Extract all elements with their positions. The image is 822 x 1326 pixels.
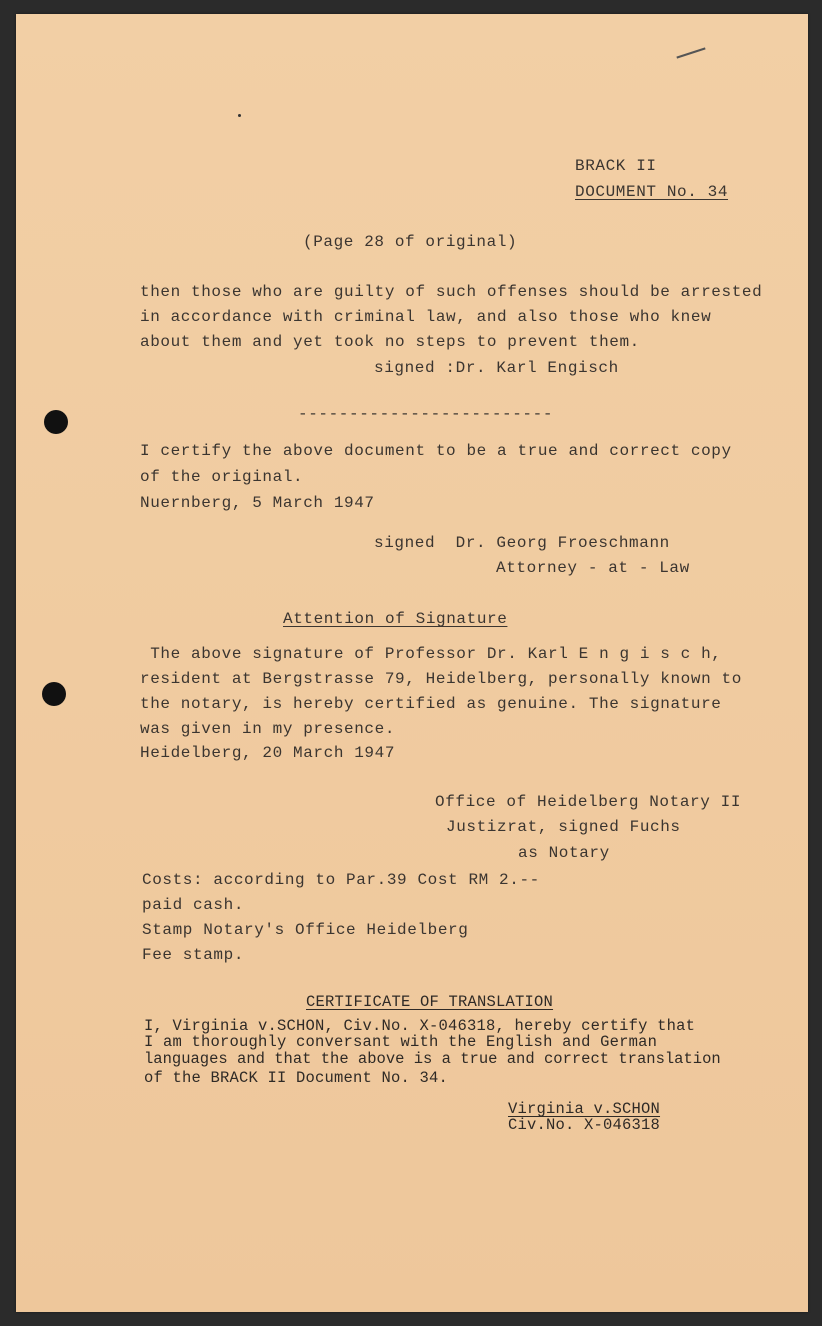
costs-line: Fee stamp. — [142, 946, 245, 964]
costs-line: paid cash. — [142, 896, 245, 914]
translation-line: I am thoroughly conversant with the English and German — [144, 1033, 658, 1051]
speck — [238, 114, 241, 117]
translation-line: languages and that the above is a true and correct translation — [144, 1050, 721, 1068]
translator-name: Virginia v.SCHON — [508, 1100, 661, 1118]
attention-line: The above signature of Professor Dr. Karl E n g i s c h, — [140, 645, 722, 663]
certify-line: I certify the above document to be a true and correct copy — [140, 442, 732, 460]
notary-role: as Notary — [518, 844, 610, 862]
attorney-title: Attorney - at - Law — [496, 559, 690, 577]
translator-civ-number: Civ.No. X-046318 — [508, 1116, 661, 1134]
costs-line: Stamp Notary's Office Heidelberg — [142, 921, 469, 939]
doc-number: DOCUMENT No. 34 — [575, 183, 729, 201]
translation-line: I, Virginia v.SCHON, Civ.No. X-046318, hereby certify that — [144, 1017, 696, 1035]
attention-line: resident at Bergstrasse 79, Heidelberg, personally known to — [140, 670, 742, 688]
punch-hole-middle — [42, 682, 66, 706]
attention-line: the notary, is hereby certified as genuine. The signature — [140, 695, 722, 713]
translation-line: of the BRACK II Document No. 34. — [144, 1069, 449, 1087]
signature-engisch: signed :Dr. Karl Engisch — [374, 359, 619, 377]
attention-line: was given in my presence. — [140, 720, 396, 738]
costs-line: Costs: according to Par.39 Cost RM 2.-- — [142, 871, 540, 889]
separator-line: ------------------------- — [298, 405, 554, 423]
translation-heading: CERTIFICATE OF TRANSLATION — [306, 993, 554, 1011]
page-reference: (Page 28 of original) — [303, 233, 518, 251]
body-line: then those who are guilty of such offenses should be arrested — [140, 283, 763, 301]
pen-mark — [676, 47, 705, 58]
punch-hole-top — [44, 410, 68, 434]
body-line: about them and yet took no steps to prevent them. — [140, 333, 640, 351]
body-line: in accordance with criminal law, and also those who knew — [140, 308, 712, 326]
notary-signed: Justizrat, signed Fuchs — [446, 818, 681, 836]
certify-place-date: Nuernberg, 5 March 1947 — [140, 494, 375, 512]
notary-office: Office of Heidelberg Notary II — [435, 793, 742, 811]
attention-heading: Attention of Signature — [283, 610, 508, 628]
document-page — [16, 14, 808, 1312]
doc-series: BRACK II — [575, 157, 657, 175]
certify-line: of the original. — [140, 468, 304, 486]
attention-place-date: Heidelberg, 20 March 1947 — [140, 744, 396, 762]
signature-froeschmann: signed Dr. Georg Froeschmann — [374, 534, 670, 552]
